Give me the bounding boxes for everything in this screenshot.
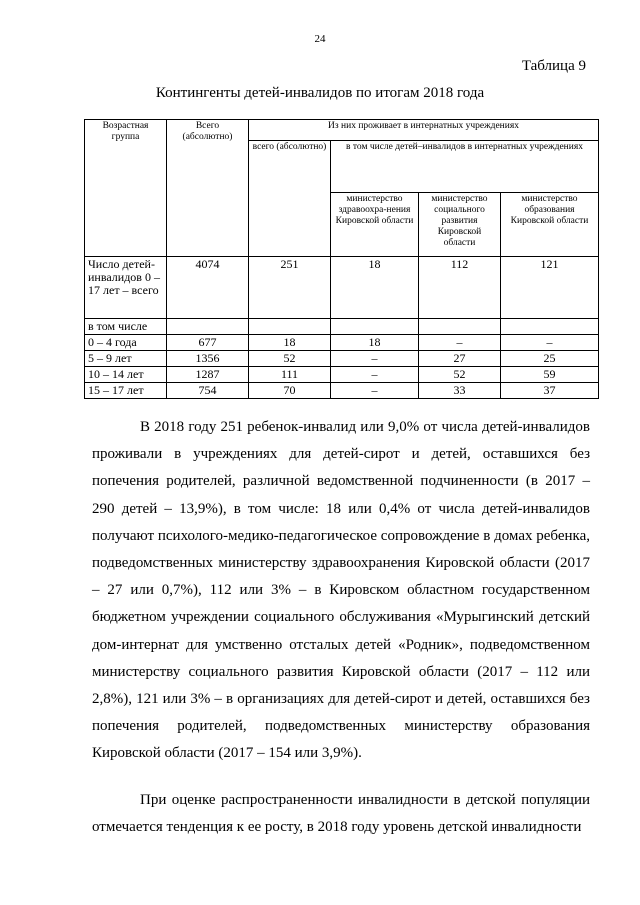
table-row — [85, 383, 599, 399]
cell-total: 1356 — [167, 351, 249, 367]
header-health-ministry: министерство здравоохра-нения Кировской области — [331, 193, 419, 257]
cell-health: 18 — [331, 335, 419, 351]
cell-social: 112 — [419, 257, 501, 319]
body-text-block — [92, 414, 590, 768]
cell-total: 4074 — [167, 257, 249, 319]
cell-total: 754 — [167, 383, 249, 399]
cell-health — [331, 319, 419, 335]
table-row — [85, 319, 599, 335]
cell-all: 111 — [249, 367, 331, 383]
cell-education — [501, 319, 599, 335]
row-label: 0 – 4 года — [85, 335, 167, 351]
table-row — [85, 257, 599, 319]
cell-education: 25 — [501, 351, 599, 367]
cell-health: 18 — [331, 257, 419, 319]
row-label: 5 – 9 лет — [85, 351, 167, 367]
table-caption: Контингенты детей-инвалидов по итогам 2018 года — [155, 85, 485, 101]
table-row — [85, 335, 599, 351]
cell-all: 18 — [249, 335, 331, 351]
row-label: Число детей-инвалидов 0 – 17 лет – всего — [85, 257, 167, 319]
row-label: 10 – 14 лет — [85, 367, 167, 383]
paragraph: При оценке распространенности инвалидности в детской популяции отмечается тенденция к ее росту, в 2018 году уровень детской инвалидности — [92, 792, 590, 836]
body-text-block — [92, 787, 590, 841]
header-social-ministry: министерство социального развития Кировской области — [419, 193, 501, 257]
cell-all: 70 — [249, 383, 331, 399]
cell-social — [419, 319, 501, 335]
row-label: 15 – 17 лет — [85, 383, 167, 399]
header-age-group: Возрастная группа — [85, 120, 167, 257]
cell-social: 27 — [419, 351, 501, 367]
cell-social: 52 — [419, 367, 501, 383]
cell-education: 37 — [501, 383, 599, 399]
disabled-children-table — [84, 119, 599, 399]
cell-social: 33 — [419, 383, 501, 399]
header-total: Всего (абсолютно) — [167, 120, 249, 257]
cell-education: 121 — [501, 257, 599, 319]
cell-all — [249, 319, 331, 335]
header-all: всего (абсолютно) — [249, 141, 331, 257]
table-row — [85, 351, 599, 367]
cell-all: 251 — [249, 257, 331, 319]
table-row — [85, 367, 599, 383]
cell-total — [167, 319, 249, 335]
cell-health: – — [331, 367, 419, 383]
cell-total: 677 — [167, 335, 249, 351]
row-label: в том числе — [85, 319, 167, 335]
cell-health: – — [331, 351, 419, 367]
header-education-ministry: министерство образования Кировской области — [501, 193, 599, 257]
page-number: 24 — [314, 33, 326, 45]
cell-education: 59 — [501, 367, 599, 383]
cell-all: 52 — [249, 351, 331, 367]
cell-social: – — [419, 335, 501, 351]
cell-total: 1287 — [167, 367, 249, 383]
paragraph: В 2018 году 251 ребенок-инвалид или 9,0% от числа детей-инвалидов проживали в учреждениях для детей-сирот и детей, оставшихся без попечения родителей, различной ведомственной подчиненности (в 2017 – 290 детей – 13,9%), в том числе: 18 или 0,4% от числа детей-инвалидов получают психолого-медико-педагогическое сопровождение в домах ребенка, подведомственных министерству здравоохранения Кировской области (2017 – 27 или 0,7%), 112 или 3% – в Кировском областном государственном бюджетном учреждении социального обслуживания «Мурыгинский детский дом-интернат для умственно отсталых детей «Родник», подведомственном министерству социального развития Кировской области (2017 – 112 или 2,8%), 121 или 3% – в организациях для детей-сирот и детей, оставшихся без попечения родителей, подведомственных министерству образования Кировской области (2017 – 154 или 3,9%). — [92, 419, 590, 762]
header-including: в том числе детей–инвалидов в интернатных учреждениях — [331, 141, 599, 193]
header-living-in: Из них проживает в интернатных учреждениях — [249, 120, 599, 141]
table-number: Таблица 9 — [521, 58, 586, 74]
cell-health: – — [331, 383, 419, 399]
cell-education: – — [501, 335, 599, 351]
